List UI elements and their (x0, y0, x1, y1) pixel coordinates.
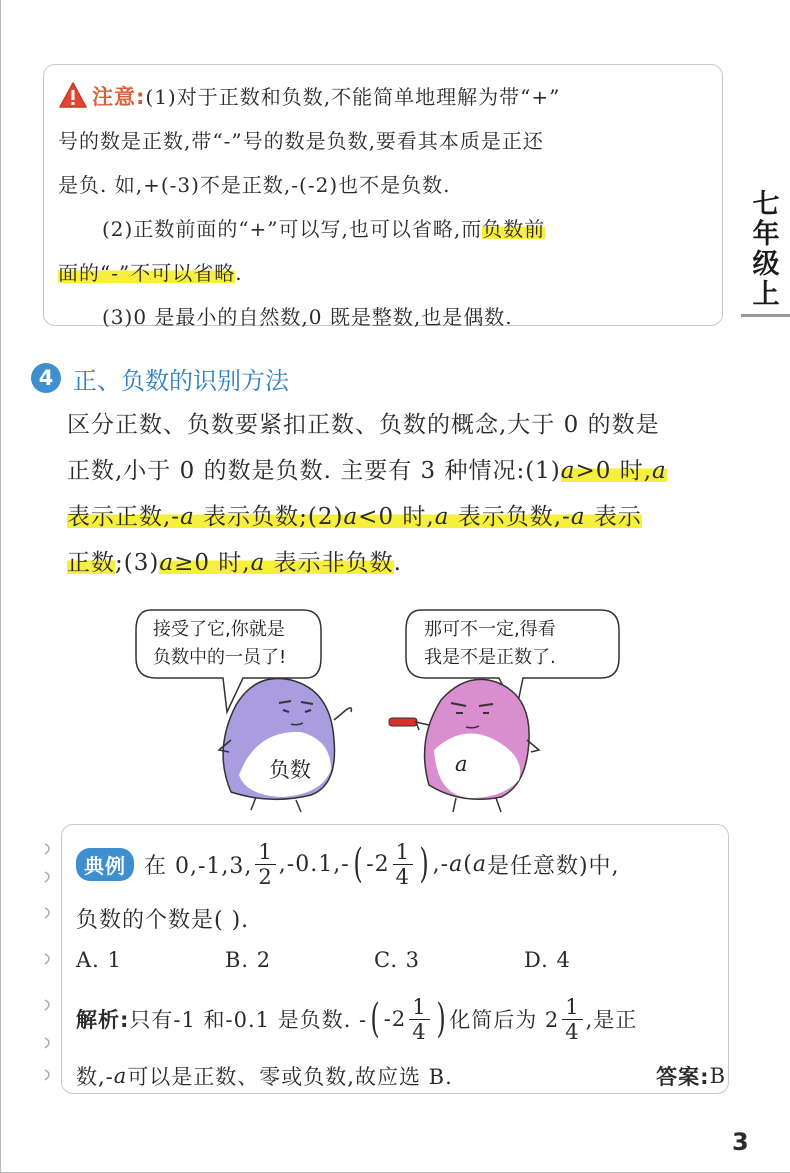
highlighted-text: 面的“-”不可以省略 (58, 261, 236, 285)
variable: a (570, 504, 586, 530)
analysis-label: 解析: (76, 1008, 130, 1032)
section-text: 表示 (585, 504, 642, 530)
analysis-text: 只有-1 和-0.1 是负数. - (129, 1008, 368, 1032)
side-tab-char: 年 (752, 219, 780, 250)
example-badge: 典例 (76, 848, 134, 881)
section-line-3 (67, 494, 735, 540)
analysis-line-1 (76, 992, 637, 1046)
highlighted-text: 负数前 (482, 217, 546, 241)
section-number: 4 (31, 363, 61, 393)
question-text: 在 0,-1,3, (144, 853, 253, 879)
fraction (255, 840, 275, 889)
section-text: ≥0 时, (174, 550, 251, 576)
section-line-2 (67, 448, 735, 494)
variable: a (652, 458, 667, 484)
right-egg-label: a (455, 752, 468, 776)
left-egg-character (219, 678, 351, 812)
note-line-2: 号的数是正数,带“-”号的数是负数,要看其本质是正还 (58, 129, 544, 153)
section-line-4 (67, 540, 735, 586)
question-text: ,-0.1,- (278, 851, 350, 877)
answer-value: B (709, 1064, 726, 1088)
bubble-line: 接受了它,你就是 (153, 619, 285, 640)
note-text: (2)正数前面的“+”可以写,也可以省略,而 (102, 217, 483, 241)
note-line-1 (58, 75, 706, 119)
bubble-line: 负数中的一员了! (153, 647, 287, 668)
analysis-text: 数,- (76, 1065, 114, 1089)
side-tab-char: 上 (752, 279, 780, 310)
fraction-denominator: 4 (395, 864, 411, 889)
note-label: 注意: (92, 85, 146, 109)
section-text: <0 时, (358, 504, 435, 530)
variable: a (449, 851, 464, 877)
section-text: >0 时, (575, 458, 653, 484)
section-text: . (393, 550, 402, 576)
option-c: C. 3 (374, 948, 421, 972)
analysis-text: 可以是正数、零或负数,故应选 B. (127, 1065, 453, 1089)
fraction (393, 840, 413, 889)
left-paren: ( (352, 841, 363, 887)
fraction-numerator: 1 (393, 840, 413, 865)
note-line-5 (58, 251, 706, 295)
analysis-text: 化简后为 2 (449, 1008, 560, 1032)
fraction-numerator: 1 (255, 840, 275, 865)
variable: a (113, 1064, 128, 1088)
section-heading (31, 360, 289, 396)
option-d: D. 4 (524, 948, 571, 972)
note-text: (1)对于正数和负数,不能简单地理解为带“+” (145, 85, 561, 109)
example-question-line-1 (76, 836, 620, 892)
variable: a (180, 504, 195, 530)
right-paren: ) (435, 996, 446, 1042)
bubble-line: 那可不一定,得看 (424, 619, 556, 640)
section-text: ;(3) (115, 550, 160, 576)
answer-label: 答案: (656, 1065, 710, 1089)
question-text: ( (463, 851, 473, 877)
variable: a (434, 504, 450, 530)
section-text: 表示非负数 (265, 550, 394, 576)
side-tab-char: 级 (752, 249, 780, 280)
option-a: A. 1 (76, 948, 122, 972)
left-egg-label: 负数 (269, 758, 311, 782)
highlighted-text (159, 550, 393, 576)
question-text: -2 (366, 851, 390, 877)
cartoon-illustration (131, 600, 631, 825)
question-text: ,- (432, 851, 450, 877)
variable: a (343, 504, 359, 530)
variable: a (472, 851, 487, 877)
note-text: . (235, 261, 243, 285)
section-body (67, 402, 735, 586)
highlighted-text (67, 504, 642, 530)
fraction (562, 995, 582, 1044)
highlighted-text: 正数 (67, 550, 115, 576)
warning-icon (58, 81, 88, 109)
fraction (409, 995, 429, 1044)
right-bubble-text (424, 616, 556, 672)
right-egg-character (416, 679, 539, 812)
section-title: 正、负数的识别方法 (73, 366, 289, 395)
notebook-rings (37, 838, 57, 1088)
analysis-text: ,是正 (585, 1008, 638, 1032)
minus-sign-stamp (389, 718, 417, 726)
page-number: 3 (732, 1128, 749, 1156)
option-b: B. 2 (225, 948, 272, 972)
left-paren: ( (370, 996, 381, 1042)
section-text: 表示正数,- (67, 504, 181, 530)
variable: a (560, 458, 576, 484)
fraction-denominator: 2 (258, 864, 273, 889)
note-line-6: (3)0 是最小的自然数,0 既是整数,也是偶数. (102, 305, 513, 329)
section-line-1: 区分正数、负数要紧扣正数、负数的概念,大于 0 的数是 (67, 412, 660, 438)
variable: a (159, 550, 175, 576)
left-bubble-text (153, 616, 286, 672)
section-text: 正数,小于 0 的数是负数. 主要有 3 种情况:(1) (67, 458, 561, 484)
variable: a (250, 550, 266, 576)
fraction-denominator: 4 (565, 1019, 580, 1044)
analysis-line-2 (76, 1060, 726, 1092)
fraction-numerator: 1 (409, 995, 429, 1020)
right-paren: ) (419, 841, 430, 887)
example-question-line-2: 负数的个数是( ). (76, 907, 250, 933)
note-line-3: 是负. 如,+(-3)不是正数,-(-2)也不是负数. (58, 173, 451, 197)
side-tab-rule (741, 314, 790, 317)
grade-side-tab (741, 190, 790, 310)
highlighted-text (561, 458, 667, 484)
section-text: 表示负数;(2) (194, 504, 344, 530)
note-line-4 (58, 207, 706, 251)
note-box (43, 64, 723, 329)
side-tab-char: 七 (752, 189, 780, 220)
analysis-text: -2 (383, 1007, 407, 1031)
fraction-denominator: 4 (412, 1019, 427, 1044)
section-text: 表示负数,- (449, 504, 571, 530)
fraction-numerator: 1 (562, 995, 582, 1020)
bubble-line: 我是不是正数了. (424, 647, 556, 668)
question-text: 是任意数)中, (486, 853, 620, 879)
